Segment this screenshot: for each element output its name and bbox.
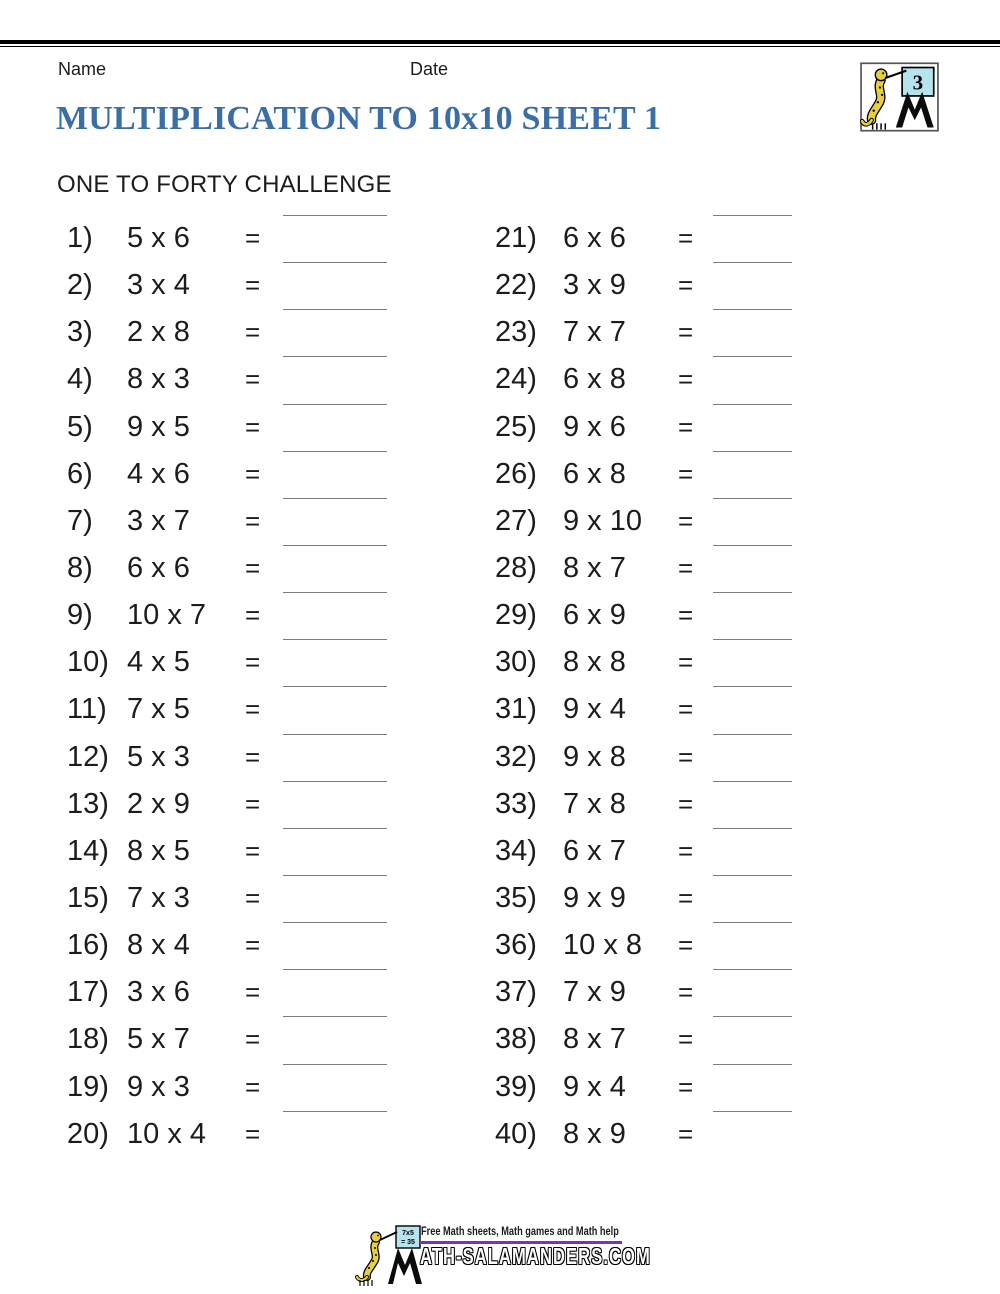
problems-left-column	[67, 215, 497, 1158]
equals-sign: =	[245, 458, 261, 489]
equals-sign: =	[245, 505, 261, 536]
problem-row	[67, 1064, 497, 1111]
answer-line	[283, 215, 387, 216]
problem-expression: 6 x 6	[127, 551, 190, 584]
equals-sign: =	[678, 788, 694, 819]
problem-row	[495, 498, 925, 545]
answer-line	[713, 828, 792, 829]
date-label: Date	[410, 59, 449, 79]
answer-line	[283, 498, 387, 499]
equals-sign: =	[678, 505, 694, 536]
answer-line	[283, 828, 387, 829]
problem-number: 26)	[495, 457, 537, 490]
problem-expression: 5 x 6	[127, 222, 190, 254]
answer-line	[283, 356, 387, 357]
problem-row	[67, 498, 497, 545]
answer-line	[283, 922, 387, 923]
answer-line	[283, 875, 387, 876]
footer-board-line2: = 35	[401, 1239, 415, 1246]
problem-expression: 9 x 10	[563, 504, 642, 537]
problem-number: 10)	[67, 646, 109, 679]
problem-expression: 8 x 5	[127, 834, 190, 867]
problem-expression: 8 x 7	[563, 551, 626, 584]
problem-expression: 6 x 8	[563, 457, 626, 490]
problem-expression: 6 x 9	[563, 599, 626, 632]
problem-expression: 6 x 6	[563, 222, 626, 254]
equals-sign: =	[245, 882, 261, 913]
answer-line	[713, 734, 792, 735]
answer-line	[713, 262, 792, 263]
problem-expression: 7 x 8	[563, 787, 626, 820]
problem-row	[495, 969, 925, 1016]
problem-expression: 9 x 5	[127, 410, 190, 443]
problem-expression: 8 x 4	[127, 929, 190, 962]
equals-sign: =	[245, 270, 261, 301]
answer-line	[713, 1064, 792, 1065]
problem-expression: 10 x 8	[563, 929, 642, 962]
problem-row	[67, 875, 497, 922]
problem-number: 19)	[67, 1070, 109, 1103]
equals-sign: =	[678, 600, 694, 631]
problem-row	[495, 545, 925, 592]
problem-row	[495, 356, 925, 403]
problem-row	[67, 215, 497, 262]
answer-line	[713, 545, 792, 546]
problem-number: 24)	[495, 363, 537, 396]
equals-sign: =	[678, 1118, 694, 1149]
answer-line	[713, 356, 792, 357]
answer-line	[713, 686, 792, 687]
problem-row	[67, 1111, 497, 1158]
problem-expression: 7 x 7	[563, 316, 626, 349]
problem-row	[67, 451, 497, 498]
answer-line	[713, 639, 792, 640]
problem-expression: 3 x 4	[127, 269, 190, 302]
footer-tagline: Free Math sheets, Math games and Math help	[421, 1226, 619, 1238]
problem-expression: 4 x 6	[127, 457, 190, 490]
problem-number: 12)	[67, 740, 109, 773]
problem-number: 18)	[67, 1023, 109, 1056]
problem-expression: 7 x 9	[563, 976, 626, 1009]
answer-line	[713, 875, 792, 876]
answer-line	[713, 1016, 792, 1017]
math-salamanders-badge-icon	[860, 62, 939, 132]
problem-number: 30)	[495, 646, 537, 679]
equals-sign: =	[245, 835, 261, 866]
problem-row	[67, 781, 497, 828]
worksheet-title: MULTIPLICATION TO 10x10 SHEET 1	[56, 100, 662, 137]
problem-number: 13)	[67, 787, 109, 820]
answer-line	[713, 215, 792, 216]
equals-sign: =	[245, 741, 261, 772]
problem-expression: 9 x 3	[127, 1070, 190, 1103]
answer-line	[283, 404, 387, 405]
equals-sign: =	[678, 364, 694, 395]
problem-number: 15)	[67, 881, 109, 914]
problem-row	[67, 734, 497, 781]
problem-row	[67, 1016, 497, 1063]
problem-number: 31)	[495, 693, 537, 726]
equals-sign: =	[678, 835, 694, 866]
problem-number: 3)	[67, 316, 93, 349]
badge-number: 3	[912, 70, 924, 95]
problem-number: 35)	[495, 881, 537, 914]
problem-number: 21)	[495, 222, 537, 254]
answer-line	[283, 262, 387, 263]
problem-row	[67, 639, 497, 686]
problem-expression: 8 x 7	[563, 1023, 626, 1056]
problem-number: 36)	[495, 929, 537, 962]
problem-expression: 5 x 3	[127, 740, 190, 773]
answer-line	[713, 969, 792, 970]
page-top-rule-thick	[0, 40, 1000, 44]
problem-row	[67, 262, 497, 309]
problem-number: 29)	[495, 599, 537, 632]
answer-line	[283, 592, 387, 593]
answer-line	[713, 451, 792, 452]
problem-expression: 5 x 7	[127, 1023, 190, 1056]
answer-line	[713, 781, 792, 782]
problem-expression: 9 x 9	[563, 881, 626, 914]
footer-salamander-logo-icon	[344, 1216, 422, 1290]
problem-expression: 4 x 5	[127, 646, 190, 679]
answer-line	[713, 922, 792, 923]
challenge-subtitle: ONE TO FORTY CHALLENGE	[57, 171, 392, 198]
problem-number: 23)	[495, 316, 537, 349]
equals-sign: =	[678, 930, 694, 961]
problem-expression: 2 x 8	[127, 316, 190, 349]
equals-sign: =	[678, 1071, 694, 1102]
problem-row	[67, 922, 497, 969]
equals-sign: =	[245, 317, 261, 348]
problem-expression: 7 x 3	[127, 881, 190, 914]
equals-sign: =	[678, 1024, 694, 1055]
answer-line	[713, 592, 792, 593]
problem-expression: 9 x 8	[563, 740, 626, 773]
equals-sign: =	[678, 223, 694, 253]
equals-sign: =	[245, 1118, 261, 1149]
answer-line	[713, 498, 792, 499]
problem-number: 17)	[67, 976, 109, 1009]
problem-row	[495, 686, 925, 733]
problem-row	[495, 451, 925, 498]
problem-number: 28)	[495, 551, 537, 584]
problem-row	[495, 922, 925, 969]
equals-sign: =	[678, 458, 694, 489]
problem-number: 2)	[67, 269, 93, 302]
problem-number: 38)	[495, 1023, 537, 1056]
answer-line	[283, 451, 387, 452]
problem-row	[67, 592, 497, 639]
problem-expression: 9 x 6	[563, 410, 626, 443]
problem-row	[495, 781, 925, 828]
problem-expression: 8 x 3	[127, 363, 190, 396]
problem-row	[495, 734, 925, 781]
equals-sign: =	[678, 411, 694, 442]
equals-sign: =	[678, 270, 694, 301]
problem-number: 39)	[495, 1070, 537, 1103]
problem-expression: 3 x 7	[127, 504, 190, 537]
problem-row	[67, 828, 497, 875]
problem-row	[495, 309, 925, 356]
problem-expression: 2 x 9	[127, 787, 190, 820]
answer-line	[283, 734, 387, 735]
problem-expression: 7 x 5	[127, 693, 190, 726]
answer-line	[713, 404, 792, 405]
problem-row	[495, 1064, 925, 1111]
problem-row	[495, 875, 925, 922]
problem-expression: 8 x 9	[563, 1117, 626, 1150]
problem-number: 16)	[67, 929, 109, 962]
equals-sign: =	[245, 977, 261, 1008]
equals-sign: =	[245, 694, 261, 725]
answer-line	[283, 639, 387, 640]
answer-line	[283, 781, 387, 782]
problem-expression: 10 x 4	[127, 1117, 206, 1150]
problem-row	[495, 828, 925, 875]
equals-sign: =	[678, 552, 694, 583]
answer-line	[283, 969, 387, 970]
problem-number: 25)	[495, 410, 537, 443]
problem-row	[67, 545, 497, 592]
problem-row	[495, 1016, 925, 1063]
problem-row	[67, 404, 497, 451]
problems-right-column	[495, 215, 925, 1158]
equals-sign: =	[245, 788, 261, 819]
footer-board-line1: 7x5	[402, 1230, 414, 1237]
problem-number: 14)	[67, 834, 109, 867]
equals-sign: =	[245, 1024, 261, 1055]
equals-sign: =	[245, 552, 261, 583]
problem-row	[495, 1111, 925, 1158]
answer-line	[713, 309, 792, 310]
footer-brand-text: ATH-SALAMANDERS.COM	[420, 1243, 651, 1269]
problem-number: 5)	[67, 410, 93, 443]
name-label: Name	[58, 59, 107, 79]
problem-row	[67, 686, 497, 733]
footer-brand-m-icon	[388, 1248, 422, 1284]
answer-line	[283, 545, 387, 546]
problem-row	[495, 592, 925, 639]
problem-expression: 3 x 6	[127, 976, 190, 1009]
problem-expression: 8 x 8	[563, 646, 626, 679]
problem-number: 6)	[67, 457, 93, 490]
answer-line	[283, 686, 387, 687]
problem-expression: 3 x 9	[563, 269, 626, 302]
equals-sign: =	[678, 741, 694, 772]
problem-row	[495, 404, 925, 451]
problem-expression: 9 x 4	[563, 693, 626, 726]
equals-sign: =	[245, 364, 261, 395]
equals-sign: =	[245, 600, 261, 631]
equals-sign: =	[245, 223, 261, 253]
problem-expression: 10 x 7	[127, 599, 206, 632]
equals-sign: =	[678, 977, 694, 1008]
problem-number: 8)	[67, 551, 93, 584]
answer-line	[283, 1111, 387, 1112]
answer-line	[713, 1111, 792, 1112]
problem-row	[67, 309, 497, 356]
problem-number: 7)	[67, 504, 93, 537]
equals-sign: =	[245, 930, 261, 961]
problem-number: 37)	[495, 976, 537, 1009]
equals-sign: =	[678, 694, 694, 725]
equals-sign: =	[245, 647, 261, 678]
problem-number: 34)	[495, 834, 537, 867]
problem-number: 32)	[495, 740, 537, 773]
equals-sign: =	[245, 411, 261, 442]
equals-sign: =	[678, 317, 694, 348]
problem-number: 11)	[67, 693, 107, 726]
problem-number: 20)	[67, 1117, 109, 1150]
problem-number: 22)	[495, 269, 537, 302]
problem-row	[495, 639, 925, 686]
problem-number: 1)	[67, 222, 93, 254]
problem-expression: 9 x 4	[563, 1070, 626, 1103]
equals-sign: =	[678, 647, 694, 678]
problem-number: 40)	[495, 1117, 537, 1150]
problem-row	[495, 262, 925, 309]
problem-expression: 6 x 8	[563, 363, 626, 396]
answer-line	[283, 309, 387, 310]
problem-number: 27)	[495, 504, 537, 537]
problem-row	[67, 969, 497, 1016]
problem-row	[495, 215, 925, 262]
problem-expression: 6 x 7	[563, 834, 626, 867]
equals-sign: =	[678, 882, 694, 913]
equals-sign: =	[245, 1071, 261, 1102]
problem-number: 9)	[67, 599, 93, 632]
page-top-rule-thin	[0, 46, 1000, 47]
answer-line	[283, 1016, 387, 1017]
problem-number: 4)	[67, 363, 93, 396]
problem-number: 33)	[495, 787, 537, 820]
problem-row	[67, 356, 497, 403]
answer-line	[283, 1064, 387, 1065]
